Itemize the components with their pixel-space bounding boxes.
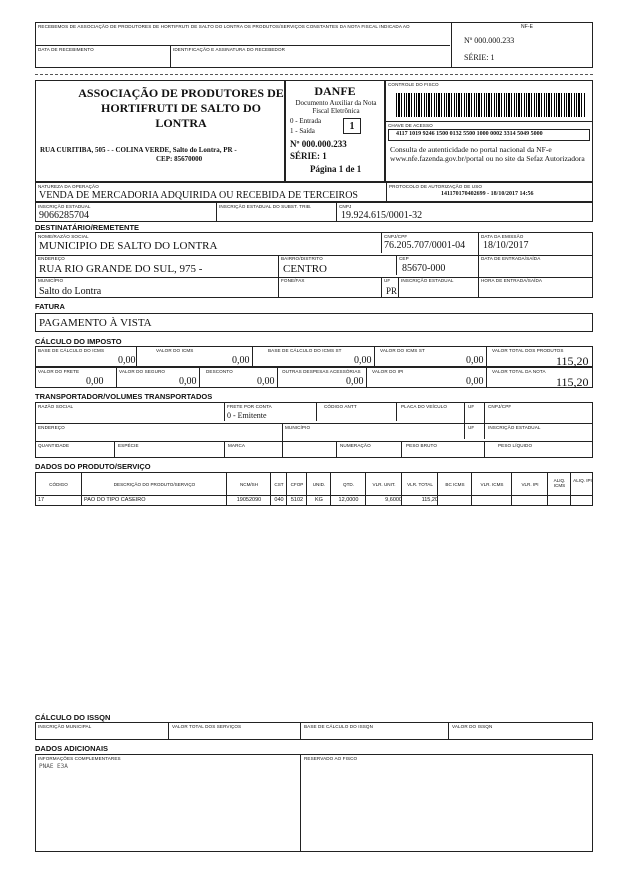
transp-peso-bruto-label: PESO BRUTO [406,443,438,448]
danfe-tipo-box [343,118,361,134]
dest-ie-label: INSCRIÇÃO ESTADUAL [401,278,454,283]
dest-nome: MUNICIPIO DE SALTO DO LONTRA [39,240,218,252]
transp-placa-label: PLACA DO VEÍCULO [401,404,448,409]
dest-bairro-label: BAIRRO/DISTRITO [281,256,323,261]
dest-saida-label: DATA DE ENTRADA/SAÍDA [481,256,541,261]
recebemos-text: RECEBEMOS DE ASSOCIAÇÃO DE PRODUTORES DE HORTIFRUTI DE SALTO DO LONTRA OS PRODUTOS/SERVIÇOS CONSTANTES DA NOTA FISCAL INDICADA AO [38,24,410,29]
reservado-label: RESERVADO AO FISCO [304,756,358,761]
danfe-tipo: 1 [349,121,355,132]
outras-value: 0,00 [346,376,364,387]
danfe-serie: SÉRIE: 1 [290,151,327,161]
col-vlr-unit: VLR. UNIT. [365,473,402,495]
transp-frete: 0 - Emitente [227,411,267,420]
produtos-section: DADOS DO PRODUTO/SERVIÇO [35,462,151,471]
frete-label: VALOR DO FRETE [38,369,80,374]
issqn-v-label: VALOR DO ISSQN [452,724,493,729]
dest-bairro: CENTRO [283,263,327,275]
protocolo-label: PROTOCOLO DE AUTORIZAÇÃO DE USO [389,184,483,189]
dest-cep-label: CEP [399,256,409,261]
danfe-subtitle: Documento Auxiliar da Nota Fiscal Eletrônica [295,99,377,115]
transp-frete-label: FRETE POR CONTA [227,404,272,409]
cell-vlr-icms [471,496,512,505]
dest-cep: 85670-000 [402,263,446,274]
emitente-cep: CEP: 85670000 [156,155,203,163]
bc-icms-st-value: 0,00 [354,355,372,366]
dest-emissao: 18/10/2017 [483,240,529,251]
destinatario-section: DESTINATÁRIO/REMETENTE [35,223,140,232]
dest-nome-label: NOME/RAZÃO SOCIAL [38,234,89,239]
cell-bc-icms [437,496,472,505]
cell-aliq-ipi [570,496,594,505]
issqn-section: CÁLCULO DO ISSQN [35,713,111,722]
transp-cnpj-label: CNPJ/CPF [488,404,512,409]
issqn-vts-label: VALOR TOTAL DOS SERVIÇOS [172,724,242,729]
danfe-number: Nº 000.000.233 [290,139,347,149]
cell-qtd: 12,0000 [330,496,366,505]
info-text: PNAE E3A [39,763,68,770]
transp-uf-label: UF [468,404,475,409]
table-row [35,496,593,506]
natureza-value: VENDA DE MERCADORIA ADQUIRIDA OU RECEBIDA DE TERCEIROS [39,190,358,201]
issqn-box [35,722,593,740]
col-vlr-ipi: VLR. IPI [511,473,548,495]
cell-vlr-ipi [511,496,548,505]
imposto-section: CÁLCULO DO IMPOSTO [35,337,122,346]
cell-vlr-unit: 9,6000 [365,496,404,505]
col-aliq-icms: ALIQ. ICMS [547,473,571,495]
danfe-pagina: Página 1 de 1 [310,164,362,174]
chave-acesso: 4117 1019 9246 1500 0132 5500 1000 0002 3314 5049 5000 [396,131,543,137]
issqn-im-label: INSCRIÇÃO MUNICIPAL [38,724,92,729]
transp-marca-label: MARCA [228,443,246,448]
seguro-label: VALOR DO SEGURO [119,369,166,374]
dest-emissao-label: DATA DA EMISSÃO [481,234,524,239]
fatura-text: PAGAMENTO À VISTA [39,317,152,329]
dest-cnpj-label: CNPJ/CPF [384,234,408,239]
ipi-label: VALOR DO IPI [372,369,404,374]
col-aliq-ipi: ALIQ. IPI [570,473,594,495]
canhoto-nfe-label: NF-E [521,24,534,30]
transp-municipio-label: MUNICÍPIO [285,425,311,430]
protocolo-value: 141170170402699 - 18/10/2017 14:56 [441,191,534,197]
cell-vlr-total: 115,20 [401,496,440,505]
adicionais-section: DADOS ADICIONAIS [35,744,109,753]
danfe-title: DANFE [314,84,356,98]
desconto-label: DESCONTO [206,369,233,374]
chave-label: CHAVE DE ACESSO [388,123,433,128]
info-label: INFORMAÇÕES COMPLEMENTARES [38,756,121,761]
outras-label: OUTRAS DESPESAS ACESSÓRIAS [282,369,361,374]
bc-icms-value: 0,00 [118,355,136,366]
cut-line [35,74,593,75]
bc-icms-label: BASE DE CÁLCULO DO ICMS [38,348,105,353]
consulta-text: Consulta de autenticidade no portal nacional da NF-e www.nfe.fazenda.gov.br/portal ou no site da Sefaz Autorizadora [390,145,585,163]
identificacao-label: IDENTIFICAÇÃO E ASSINATURA DO RECEBEDOR [173,47,286,52]
transp-antt-label: CÓDIGO ANTT [324,404,357,409]
emitente-name: ASSOCIAÇÃO DE PRODUTORES DE HORTIFRUTI DE SALTO DO LONTRA [78,86,284,130]
controle-fisco-label: CONTROLE DO FISCO [388,82,439,87]
cell-unid: KG [306,496,331,505]
issqn-bc-label: BASE DE CÁLCULO DO ISSQN [304,724,374,729]
dest-endereco-label: ENDEREÇO [38,256,65,261]
col-bc-icms: BC ICMS [437,473,472,495]
transp-especie-label: ESPÉCIE [118,443,139,448]
destinatario-box [35,232,593,298]
produtos-header [35,472,593,496]
col-unid: UNID. [306,473,331,495]
cell-ncm: 19052090 [226,496,271,505]
cnpj-emit-label: CNPJ [339,204,352,209]
col-qtd: QTD. [330,473,366,495]
fatura-box [35,313,593,332]
transportador-section: TRANSPORTADOR/VOLUMES TRANSPORTADOS [35,392,213,401]
col-vlr-total: VLR. TOTAL [401,473,438,495]
transp-peso-liquido-label: PESO LÍQUIDO [498,443,533,448]
dest-fone-label: FONE/FAX [281,278,305,283]
imposto-row1 [35,346,593,367]
cell-descricao: PAO DO TIPO CASEIRO [81,496,229,505]
inscricao-box [35,202,593,222]
canhoto [35,22,593,68]
col-vlr-icms: VLR. ICMS [471,473,512,495]
dest-uf: PR [386,286,398,296]
total-nota-label: VALOR TOTAL DA NOTA [492,369,546,374]
canhoto-serie: SÉRIE: 1 [464,53,495,62]
col-ncm: NCM/SH [226,473,271,495]
dest-endereco: RUA RIO GRANDE DO SUL, 975 - [39,263,203,275]
cnpj-emit-value: 19.924.615/0001-32 [341,210,423,221]
ie-value: 9066285704 [39,210,89,221]
adicionais-box [35,754,593,852]
fatura-section: FATURA [35,302,65,311]
total-nota-value: 115,20 [556,375,589,389]
natureza-box [35,182,593,202]
data-recebimento-label: DATA DE RECEBIMENTO [38,47,94,52]
col-descricao: DESCRIÇÃO DO PRODUTO/SERVIÇO [81,473,227,495]
danfe-box [285,80,385,182]
ipi-value: 0,00 [466,376,484,387]
cell-cfop: 5102 [286,496,307,505]
transp-razao-label: RAZÃO SOCIAL [38,404,74,409]
col-cst: CST [270,473,287,495]
transp-endereco-label: ENDEREÇO [38,425,65,430]
dest-cnpj: 76.205.707/0001-04 [384,240,466,251]
total-produtos-value: 115,20 [556,354,589,368]
imposto-row2 [35,367,593,388]
danfe-saida: 1 - Saída [290,127,315,135]
fisco-box [385,80,593,182]
seguro-value: 0,00 [179,376,197,387]
transp-numeracao-label: NUMERAÇÃO [340,443,371,448]
danfe-entrada: 0 - Entrada [290,117,322,125]
ie-label: INSCRIÇÃO ESTADUAL [38,204,91,209]
icms-value: 0,00 [232,355,250,366]
transp-uf2-label: UF [468,425,475,430]
bc-icms-st-label: BASE DE CÁLCULO DO ICMS ST [268,348,342,353]
canhoto-nfe-number: Nº 000.000.233 [464,36,515,45]
col-codigo: CÓDIGO [49,482,68,487]
ie-subst-label: INSCRIÇÃO ESTADUAL DO SUBST. TRIB. [219,204,312,209]
cell-codigo: 17 [38,497,45,503]
frete-value: 0,00 [86,376,104,387]
emitente-box [35,80,285,182]
natureza-label: NATUREZA DA OPERAÇÃO [38,184,99,189]
dest-hora-label: HORA DE ENTRADA/SAÍDA [481,278,543,283]
icms-st-value: 0,00 [466,355,484,366]
cell-cst: 040 [270,496,287,505]
transp-quantidade-label: QUANTIDADE [38,443,70,448]
icms-label: VALOR DO ICMS [156,348,194,353]
cell-aliq-icms [547,496,571,505]
col-cfop: CFOP [286,473,307,495]
total-produtos-label: VALOR TOTAL DOS PRODUTOS [492,348,564,353]
emitente-address: RUA CURITIBA, 505 - - COLINA VERDE, Salto do Lontra, PR - [40,146,237,154]
transp-ie-label: INSCRIÇÃO ESTADUAL [488,425,541,430]
desconto-value: 0,00 [257,376,275,387]
icms-st-label: VALOR DO ICMS ST [380,348,425,353]
dest-municipio: Salto do Lontra [39,286,102,297]
barcode [396,93,586,117]
transportador-box [35,402,593,458]
dest-uf-label: UF [384,278,391,283]
dest-municipio-label: MUNICÍPIO [38,278,64,283]
